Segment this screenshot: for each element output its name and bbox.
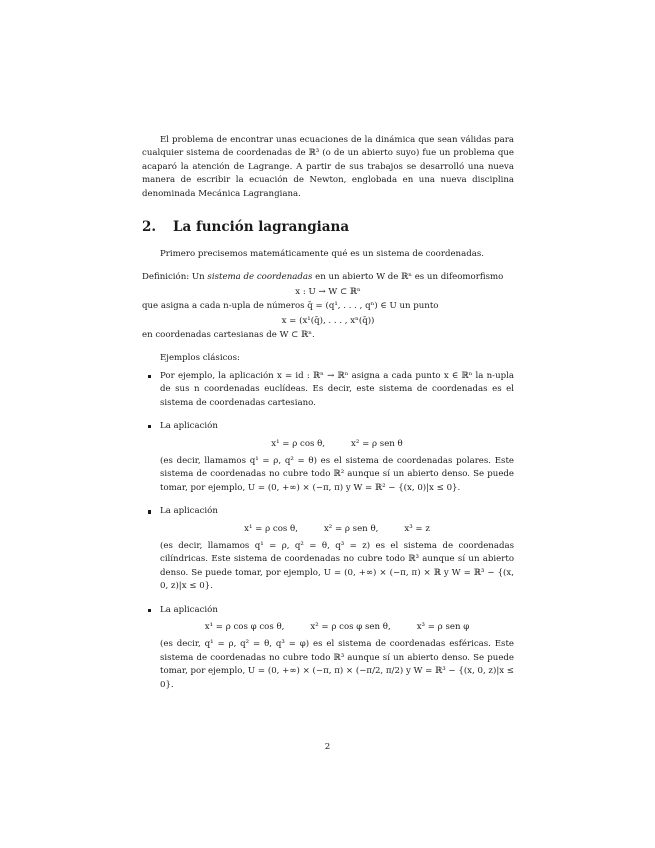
example-3-formula-2: x² = ρ sen θ, <box>323 523 379 534</box>
example-3-text: (es decir, llamamos q¹ = ρ, q² = θ, q³ = z) es el sistema de coordenadas cilíndricas. Este sistema de coordenadas no cubre todo ℝ³ aunque sí un abierto denso. Se puede tomar, por ejemplo, U = (0, +∞) × (−π, π) × ℝ y W = ℝ³ − {(x, 0, z)|x ≤ 0}. <box>160 540 514 592</box>
example-2-formula-2: x² = ρ sen θ <box>351 438 403 449</box>
definition-middle: que asigna a cada n-upla de números q̄ = (q¹, . . . , qⁿ) ∈ U un punto <box>142 301 439 312</box>
example-item-cylindrical <box>142 505 514 593</box>
example-4-lead: La aplicación <box>160 604 218 615</box>
example-4-text: (es decir, q¹ = ρ, q² = θ, q³ = φ) es el sistema de coordenadas esféricas. Este sistema de coordenadas no cubre todo ℝ³ aunque sí un abierto denso. Se puede tomar, por ejemplo, U = (0, +∞) × (−π, π) × (−π/2, π/2) y W = ℝ³ − {(x, 0, z)|x ≤ 0}. <box>160 639 514 690</box>
example-2-formulas <box>160 438 514 451</box>
example-item-cartesian <box>142 370 514 410</box>
definition-formula-2: x = (x¹(q̄), . . . , xⁿ(q̄)) <box>281 315 375 326</box>
section-heading <box>142 218 514 236</box>
definition-text-before: Un <box>189 272 208 283</box>
section-number: 2. <box>142 219 157 236</box>
example-1-text: Por ejemplo, la aplicación x = id : ℝⁿ → ℝⁿ asigna a cada punto x ∈ ℝⁿ la n-upla de sus n coordenadas euclídeas. Es decir, este sistema de coordenadas es el sistema de coordenadas cartesiano. <box>160 370 514 408</box>
example-4-formulas <box>160 621 514 634</box>
examples-heading: Ejemplos clásicos: <box>160 353 240 364</box>
example-3-formula-1: x¹ = ρ cos θ, <box>244 523 298 534</box>
definition-end: en coordenadas cartesianas de W ⊂ ℝⁿ. <box>142 330 315 341</box>
example-3-formulas <box>160 523 514 536</box>
page-number: 2 <box>324 742 331 752</box>
lead-paragraph: Primero precisemos matemáticamente qué es un sistema de coordenadas. <box>160 249 484 260</box>
intro-paragraph: El problema de encontrar unas ecuaciones de la dinámica que sean válidas para cualquier sistema de coordenadas de ℝ³ (o de un abierto suyo) fue un problema que acaparó la atención de Lagrange. A partir de sus trabajos se desarrolló una nueva manera de escribir la ecuación de Newton, englobada en una nueva disciplina denominada Mecánica Lagrangiana. <box>142 135 514 199</box>
example-4-formula-2: x² = ρ cos φ sen θ, <box>310 621 391 632</box>
example-item-polar <box>142 420 514 495</box>
example-item-spherical <box>142 604 514 692</box>
definition-formula-1: x : U → W ⊂ ℝⁿ <box>295 286 361 297</box>
definition-term: sistema de coordenadas <box>207 272 313 283</box>
definition-paragraph <box>142 271 514 284</box>
definition-text-after: en un abierto W de ℝⁿ es un difeomorfismo <box>312 272 504 283</box>
examples-list <box>142 370 514 692</box>
definition-label: Definición: <box>142 272 190 283</box>
example-2-lead: La aplicación <box>160 421 218 432</box>
section-title: La función lagrangiana <box>173 219 350 236</box>
page-body <box>142 134 514 702</box>
example-2-text: (es decir, llamamos q¹ = ρ, q² = θ) es el sistema de coordenadas polares. Este sistema de coordenadas no cubre todo ℝ² aunque sí un abierto denso. Se puede tomar, por ejemplo, U = (0, +∞) × (−π, π) y W = ℝ² − {(x, 0)|x ≤ 0}. <box>160 455 514 493</box>
example-3-formula-3: x³ = z <box>404 523 430 534</box>
example-2-formula-1: x¹ = ρ cos θ, <box>271 438 326 449</box>
example-4-formula-3: x³ = ρ sen φ <box>416 621 470 632</box>
example-4-formula-1: x¹ = ρ cos φ cos θ, <box>204 621 285 632</box>
example-3-lead: La aplicación <box>160 506 218 517</box>
